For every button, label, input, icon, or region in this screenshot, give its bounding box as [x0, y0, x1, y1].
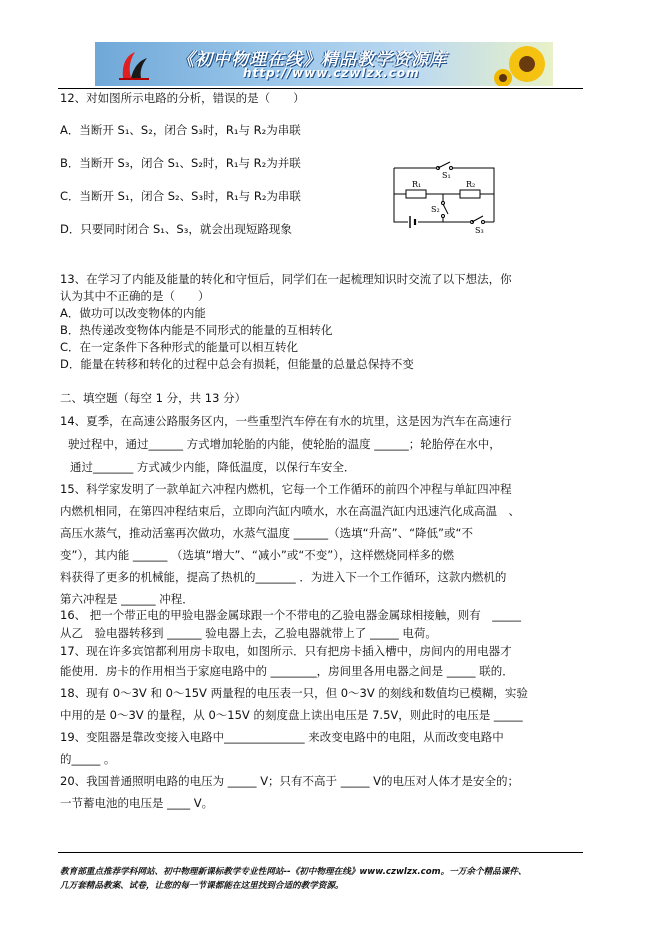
q15-line6: 第六冲程是 ______ 冲程．: [60, 592, 194, 606]
footer-line2: 几万套精品教案、试卷，让您的每一节课都能在这里找到合适的教学资源。: [60, 881, 344, 891]
banner-title: 《初中物理在线》精品教学资源库: [177, 50, 447, 70]
q12-option-b: B．当断开 S₃，闭合 S₁、S₂时，R₁与 R₂为并联: [60, 156, 301, 170]
banner-url: http://www.czwlzx.com: [243, 66, 420, 80]
site-logo-icon: [117, 48, 151, 82]
q13-option-a: A．做功可以改变物体的内能: [60, 306, 206, 320]
footer-rule: [58, 852, 583, 853]
q15-line5: 料获得了更多的机械能，提高了热机的_______ ．为进入下一个工作循环，这款内燃机的: [60, 570, 507, 584]
q13-option-b: B．热传递改变物体内能是不同形式的能量的互相转化: [60, 323, 333, 337]
q19-line2: 的_____ 。: [60, 752, 116, 766]
q16-line2: 从乙 验电器转移到 ______ 验电器上去，乙验电器就带上了 _____ 电荷。: [60, 626, 437, 640]
footer-line1: 教育部重点推荐学科网站、初中物理新课标教学专业性网站--《初中物理在线》www.czwlzx.com。一万余个精品课件、: [60, 867, 527, 877]
q15-line2: 内燃机相同，在第四冲程结束后，立即向汽缸内喷水，水在高温汽缸内迅速汽化成高温 、: [60, 504, 520, 518]
q13-stem-line2: 认为其中不正确的是（ ）: [60, 289, 210, 303]
q13-option-c: C．在一定条件下各种形式的能量可以相互转化: [60, 340, 299, 354]
q12-stem: 12、对如图所示电路的分析，错误的是（ ）: [60, 91, 305, 105]
q15-line3: 高压水蒸气，推动活塞再次做功，水蒸气温度 ______（选填“升高”、“降低”或“不: [60, 526, 473, 540]
label-r2: R₂: [466, 180, 476, 189]
q14-line1: 14、夏季，在高速公路服务区内，一些重型汽车停在有水的坑里，这是因为汽车在高速行: [60, 414, 512, 428]
label-r1: R₁: [412, 180, 422, 189]
label-s3: S₃: [475, 226, 484, 235]
q15-line4: 变”），其内能 ______ （选填“增大”、“减小”或“不变”），这样燃烧同样多的燃: [60, 548, 455, 562]
q17-line1: 17、现在许多宾馆都利用房卡取电，如图所示．只有把房卡插入槽中，房间内的用电器才: [60, 644, 512, 658]
sunflower-icon: [493, 42, 553, 86]
q20-line2: 一节蓄电池的电压是 ____ V。: [60, 796, 214, 810]
q13-option-d: D．能量在转移和转化的过程中总会有损耗，但能量的总量总保持不变: [60, 357, 414, 371]
header-rule: [58, 88, 583, 89]
q19-line1: 19、变阻器是靠改变接入电路中______________ 来改变电路中的电阻，从而改变电路中: [60, 730, 504, 744]
q13-stem-line1: 13、在学习了内能及能量的转化和守恒后，同学们在一起梳理知识时交流了以下想法，你: [60, 272, 512, 286]
q20-line1: 20、我国普通照明电路的电压为 _____ V；只有不高于 _____ V的电压对人体才是安全的；: [60, 774, 519, 788]
label-s1: S₁: [442, 171, 451, 180]
q14-line2: 驶过程中，通过______ 方式增加轮胎的内能，使轮胎的温度 ______；轮胎停在水中，: [68, 437, 501, 451]
q16-line1: 16、 把一个带正电的甲验电器金属球跟一个不带电的乙验电器金属球相接触，则有 _____: [60, 608, 522, 622]
q17-line2: 能使用．房卡的作用相当于家庭电路中的 ________，房间里各用电器之间是 _____ 联的．: [60, 664, 514, 678]
circuit-diagram: [388, 158, 500, 238]
q18-line2: 中用的是 0～3V 的量程，从 0～15V 的刻度盘上读出电压是 7.5V，则此时的电压是 _____: [60, 708, 523, 722]
header-banner: [95, 42, 553, 86]
q18-line1: 18、现有 0～3V 和 0～15V 两量程的电压表一只，但 0～3V 的刻线和数值均已模糊，实验: [60, 686, 528, 700]
q12-option-d: D．只要同时闭合 S₁、S₃，就会出现短路现象: [60, 222, 292, 236]
q15-line1: 15、科学家发明了一款单缸六冲程内燃机，它每一个工作循环的前四个冲程与单缸四冲程: [60, 482, 512, 496]
q12-option-a: A．当断开 S₁、S₂，闭合 S₃时，R₁与 R₂为串联: [60, 123, 301, 137]
q14-line3: 通过_______ 方式减少内能，降低温度，以保行车安全．: [70, 460, 356, 474]
section-two-heading: 二、填空题（每空 1 分，共 13 分）: [60, 391, 247, 405]
label-s2: S₂: [431, 205, 440, 214]
q12-option-c: C．当断开 S₁，闭合 S₂、S₃时，R₁与 R₂为串联: [60, 189, 301, 203]
